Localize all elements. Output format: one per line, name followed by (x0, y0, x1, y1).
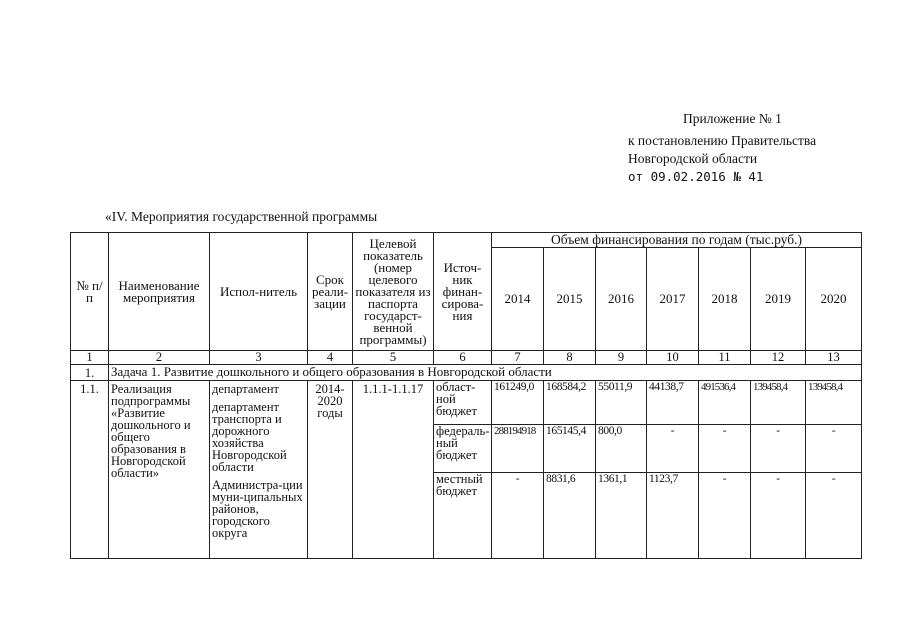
header-row-1 (71, 233, 862, 248)
header-source: Источ-ник финан-сирова-ния (434, 233, 492, 351)
value-local-2015: 8831,6 (544, 473, 596, 559)
col-number: 10 (647, 351, 699, 365)
appendix-date-line: от 09.02.2016 № 41 (628, 169, 764, 184)
source-local: местный бюджет (434, 473, 492, 559)
col-number: 6 (434, 351, 492, 365)
source-regional: област-ной бюджет (434, 381, 492, 425)
col-number: 2 (109, 351, 210, 365)
activity-name: Реализация подпрограммы «Развитие дошкольного и общего образования в Новгородской области» (109, 381, 210, 559)
value-federal-2017: - (647, 425, 699, 473)
year-2017: 2017 (647, 248, 699, 351)
header-term: Срок реали-зации (308, 233, 353, 351)
value-federal-2016: 800,0 (596, 425, 647, 473)
col-number: 9 (596, 351, 647, 365)
value-regional-2020: 139458,4 (806, 381, 862, 425)
value-local-2017: 1123,7 (647, 473, 699, 559)
col-number: 1 (71, 351, 109, 365)
executor-department: департамент (212, 382, 280, 396)
program-activities-table (70, 232, 862, 559)
activity-indicator: 1.1.1-1.1.17 (353, 381, 434, 559)
value-local-2020: - (806, 473, 862, 559)
value-local-2014: - (492, 473, 544, 559)
value-federal-2019: - (751, 425, 806, 473)
appendix-line-2: Новгородской области (628, 151, 758, 166)
column-number-row (71, 351, 862, 365)
activity-term: 2014-2020 годы (308, 381, 353, 559)
appendix-title: Приложение № 1 (683, 111, 782, 126)
executor-municipal-administrations: Администра-ции муни-ципальных районов, городского округа (212, 478, 303, 540)
value-regional-2015: 168584,2 (544, 381, 596, 425)
header-name: Наименование мероприятия (109, 233, 210, 351)
year-2020: 2020 (806, 248, 862, 351)
col-number: 12 (751, 351, 806, 365)
header-executor: Испол-нитель (210, 233, 308, 351)
value-regional-2014: 161249,0 (492, 381, 544, 425)
task-row (71, 365, 862, 381)
value-federal-2014: 288194918 (492, 425, 544, 473)
year-2015: 2015 (544, 248, 596, 351)
col-number: 4 (308, 351, 353, 365)
year-2014: 2014 (492, 248, 544, 351)
header-num: № п/п (71, 233, 109, 351)
executor-transport-department: департамент транспорта и дорожного хозяйства Новгородской области (212, 400, 287, 474)
value-regional-2019: 139458,4 (751, 381, 806, 425)
col-number: 13 (806, 351, 862, 365)
col-number: 3 (210, 351, 308, 365)
activity-row (71, 381, 862, 425)
value-regional-2017: 44138,7 (647, 381, 699, 425)
appendix-line-1: к постановлению Правительства (628, 133, 817, 148)
year-2018: 2018 (699, 248, 751, 351)
value-regional-2016: 55011,9 (596, 381, 647, 425)
year-2019: 2019 (751, 248, 806, 351)
value-federal-2018: - (699, 425, 751, 473)
task-text: Задача 1. Развитие дошкольного и общего образования в Новгородской области (109, 365, 862, 381)
year-2016: 2016 (596, 248, 647, 351)
task-number: 1. (71, 365, 109, 381)
col-number: 5 (353, 351, 434, 365)
activity-number: 1.1. (71, 381, 109, 559)
value-local-2016: 1361,1 (596, 473, 647, 559)
col-number: 7 (492, 351, 544, 365)
value-federal-2015: 165145,4 (544, 425, 596, 473)
activity-executors (210, 381, 308, 559)
col-number: 8 (544, 351, 596, 365)
value-regional-2018: 491536,4 (699, 381, 751, 425)
appendix-block (628, 110, 898, 186)
section-title: «IV. Мероприятия государственной программы (105, 209, 378, 224)
col-number: 11 (699, 351, 751, 365)
header-financing: Объем финансирования по годам (тыс.руб.) (492, 233, 862, 248)
value-local-2019: - (751, 473, 806, 559)
value-federal-2020: - (806, 425, 862, 473)
source-federal: федераль-ный бюджет (434, 425, 492, 473)
value-local-2018: - (699, 473, 751, 559)
header-indicator: Целевой показатель (номер целевого показателя из паспорта государст-венной программы) (353, 233, 434, 351)
